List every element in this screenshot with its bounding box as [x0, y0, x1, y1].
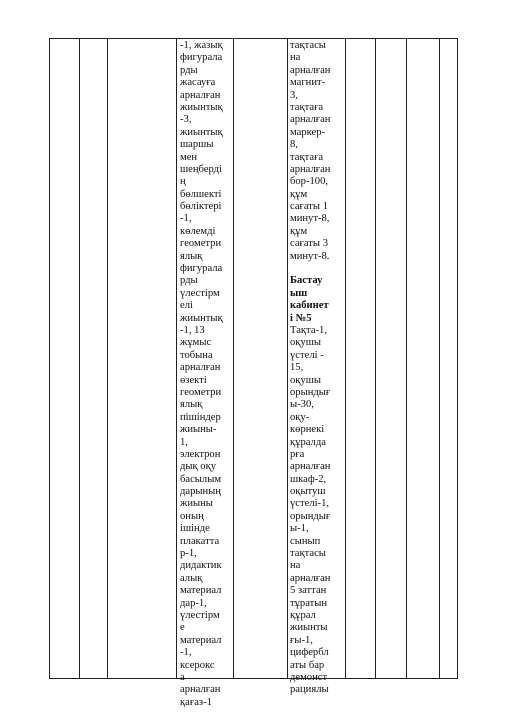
cell-text-line: плакатта: [180, 535, 220, 547]
cell-text-line: көлемді: [180, 225, 216, 237]
cell-text-line: сынып: [290, 535, 321, 547]
cell-text-line: ксерокс: [180, 659, 215, 671]
cell-text-line: ғы-1,: [290, 634, 313, 646]
cell-text-line: тақтаға: [290, 151, 324, 163]
cell-text-line: өзекті: [180, 374, 207, 386]
cell-text-line: жиынты: [290, 622, 328, 634]
cell-text-line: құрал: [290, 609, 316, 621]
cell-text-line: маркер-: [290, 126, 326, 138]
cell-text-line: жиыны: [180, 498, 213, 510]
cell-text-line: дар-1,: [180, 597, 207, 609]
cell-text-line: сағаты 3: [290, 238, 328, 250]
column-divider: [79, 38, 80, 679]
cell-text-line: құралда: [290, 436, 326, 448]
cell-text-line: -3,: [180, 114, 192, 126]
column-divider: [233, 38, 234, 679]
cell-text-line: материал: [180, 585, 222, 597]
cell-text-line: 1,: [180, 436, 188, 448]
cell-text-line: ішінде: [180, 523, 210, 535]
cell-text-line: тақтасы: [290, 40, 326, 51]
document-table: [49, 38, 458, 679]
cell-text-line: е: [180, 622, 185, 634]
cell-text-line: ң: [180, 176, 186, 188]
cell-text-line: бор-100,: [290, 176, 329, 188]
cell-text-line: цифербл: [290, 647, 329, 659]
cell-text-line: дарының: [180, 486, 221, 498]
column-divider: [287, 38, 288, 679]
cell-text-line: аты бар: [290, 659, 325, 671]
cell-text-line: оқытуш: [290, 486, 326, 498]
cell-text-line: фигурала: [180, 263, 223, 275]
cell-text-line: на: [290, 560, 301, 572]
cell-text-line: -1,: [180, 213, 192, 225]
cell-text-line: жиынтық: [180, 312, 223, 324]
cell-text-line: оқу-: [290, 411, 310, 423]
cell-text-line: оның: [180, 510, 204, 522]
cell-text-line: оқушы: [290, 337, 322, 349]
cell-text-line: шеңберді: [180, 163, 222, 175]
cell-text-line: мен: [180, 151, 198, 163]
cell-text-line: а: [180, 671, 185, 683]
section-heading-line: ыш: [290, 287, 308, 299]
column-divider: [406, 38, 407, 679]
cell-text-line: тобына: [180, 349, 213, 361]
cell-text-line: тақтаға: [290, 101, 324, 113]
cell-text-line: тақтасы: [290, 548, 326, 560]
cell-text-line: алық: [180, 572, 203, 584]
column-divider: [345, 38, 346, 679]
cell-text-line: электрон: [180, 448, 221, 460]
cell-text-line: құм: [290, 225, 308, 237]
cell-text-line: арналған: [180, 362, 221, 374]
cell-text-line: арналған: [180, 684, 221, 696]
cell-text-line: р-1,: [180, 548, 197, 560]
cell-text-line: 5 заттан: [290, 585, 327, 597]
cell-text-line: дық оқу: [180, 461, 217, 473]
cell-text-line: орындығ: [290, 510, 331, 522]
cell-text-line: қағаз-1: [180, 696, 212, 708]
cell-text-line: арналған: [290, 64, 331, 76]
cell-text-line: арналған: [290, 461, 331, 473]
cell-text-line: арналған: [290, 163, 331, 175]
cell-text-line: ялық: [180, 250, 203, 262]
cell-text-line: ы-1,: [290, 523, 309, 535]
cell-text-line: басылым: [180, 473, 222, 485]
cell-text-line: магнит-: [290, 77, 326, 89]
cell-text-line: елі: [180, 300, 193, 312]
cell-text-line: үлестірм: [180, 287, 220, 299]
section-heading-line: Бастау: [290, 275, 323, 287]
cell-text-line: рациялы: [290, 684, 329, 696]
cell-text-line: пішіндер: [180, 411, 221, 423]
cell-column-6: [290, 40, 330, 697]
cell-text-line: демонст: [290, 671, 328, 683]
cell-text-line: оқушы: [290, 374, 322, 386]
cell-text-line: жұмыс: [180, 337, 212, 349]
cell-text-line: бөлшекті: [180, 188, 222, 200]
cell-text-line: рды: [180, 64, 198, 76]
cell-text-line: геометри: [180, 238, 222, 250]
cell-text-line: ы-30,: [290, 399, 314, 411]
cell-text-line: арналған: [180, 89, 221, 101]
column-divider: [107, 38, 108, 679]
cell-text-line: шаршы: [180, 139, 214, 151]
cell-text-line: жиынтық: [180, 101, 223, 113]
cell-text-line: орындығ: [290, 386, 331, 398]
section-heading-line: кабинет: [290, 300, 329, 312]
cell-text-line: геометри: [180, 386, 222, 398]
cell-text-line: дидактик: [180, 560, 222, 572]
cell-text-line: -1,: [180, 647, 192, 659]
cell-text-line: үлестірм: [180, 609, 220, 621]
cell-text-line: 8,: [290, 139, 298, 151]
cell-column-4: [180, 40, 223, 709]
cell-text-line: минут-8,: [290, 213, 330, 225]
cell-text-line: жиынтық: [180, 126, 223, 138]
cell-text-line: фигурала: [180, 52, 223, 64]
cell-text-line: үстелі-1,: [290, 498, 330, 510]
cell-text-line: минут-8.: [290, 250, 330, 262]
cell-text-line: рға: [290, 448, 305, 460]
column-divider: [176, 38, 177, 679]
cell-text-line: арналған: [290, 114, 331, 126]
cell-text-line: материал: [180, 634, 222, 646]
cell-text-line: на: [290, 52, 301, 64]
cell-text-line: 3,: [290, 89, 298, 101]
cell-text-line: көрнекі: [290, 424, 325, 436]
cell-text-line: -1, жазық: [180, 40, 223, 51]
cell-text-line: [290, 263, 330, 275]
cell-text-line: шкаф-2,: [290, 473, 327, 485]
cell-text-line: құм: [290, 188, 308, 200]
cell-text-line: арналған: [290, 572, 331, 584]
column-divider: [375, 38, 376, 679]
column-divider: [439, 38, 440, 679]
section-heading-line: і №5: [290, 312, 312, 324]
cell-text-line: -1, 13: [180, 324, 205, 336]
cell-text-line: ялық: [180, 399, 203, 411]
cell-text-line: Тақта-1,: [290, 324, 327, 336]
cell-text-line: үстелі -: [290, 349, 324, 361]
cell-text-line: тұратын: [290, 597, 328, 609]
cell-text-line: сағаты 1: [290, 201, 328, 213]
cell-text-line: жасауға: [180, 77, 216, 89]
cell-text-line: бөліктері: [180, 201, 222, 213]
cell-text-line: жиыны-: [180, 424, 217, 436]
cell-text-line: рды: [180, 275, 198, 287]
cell-text-line: 15,: [290, 362, 304, 374]
